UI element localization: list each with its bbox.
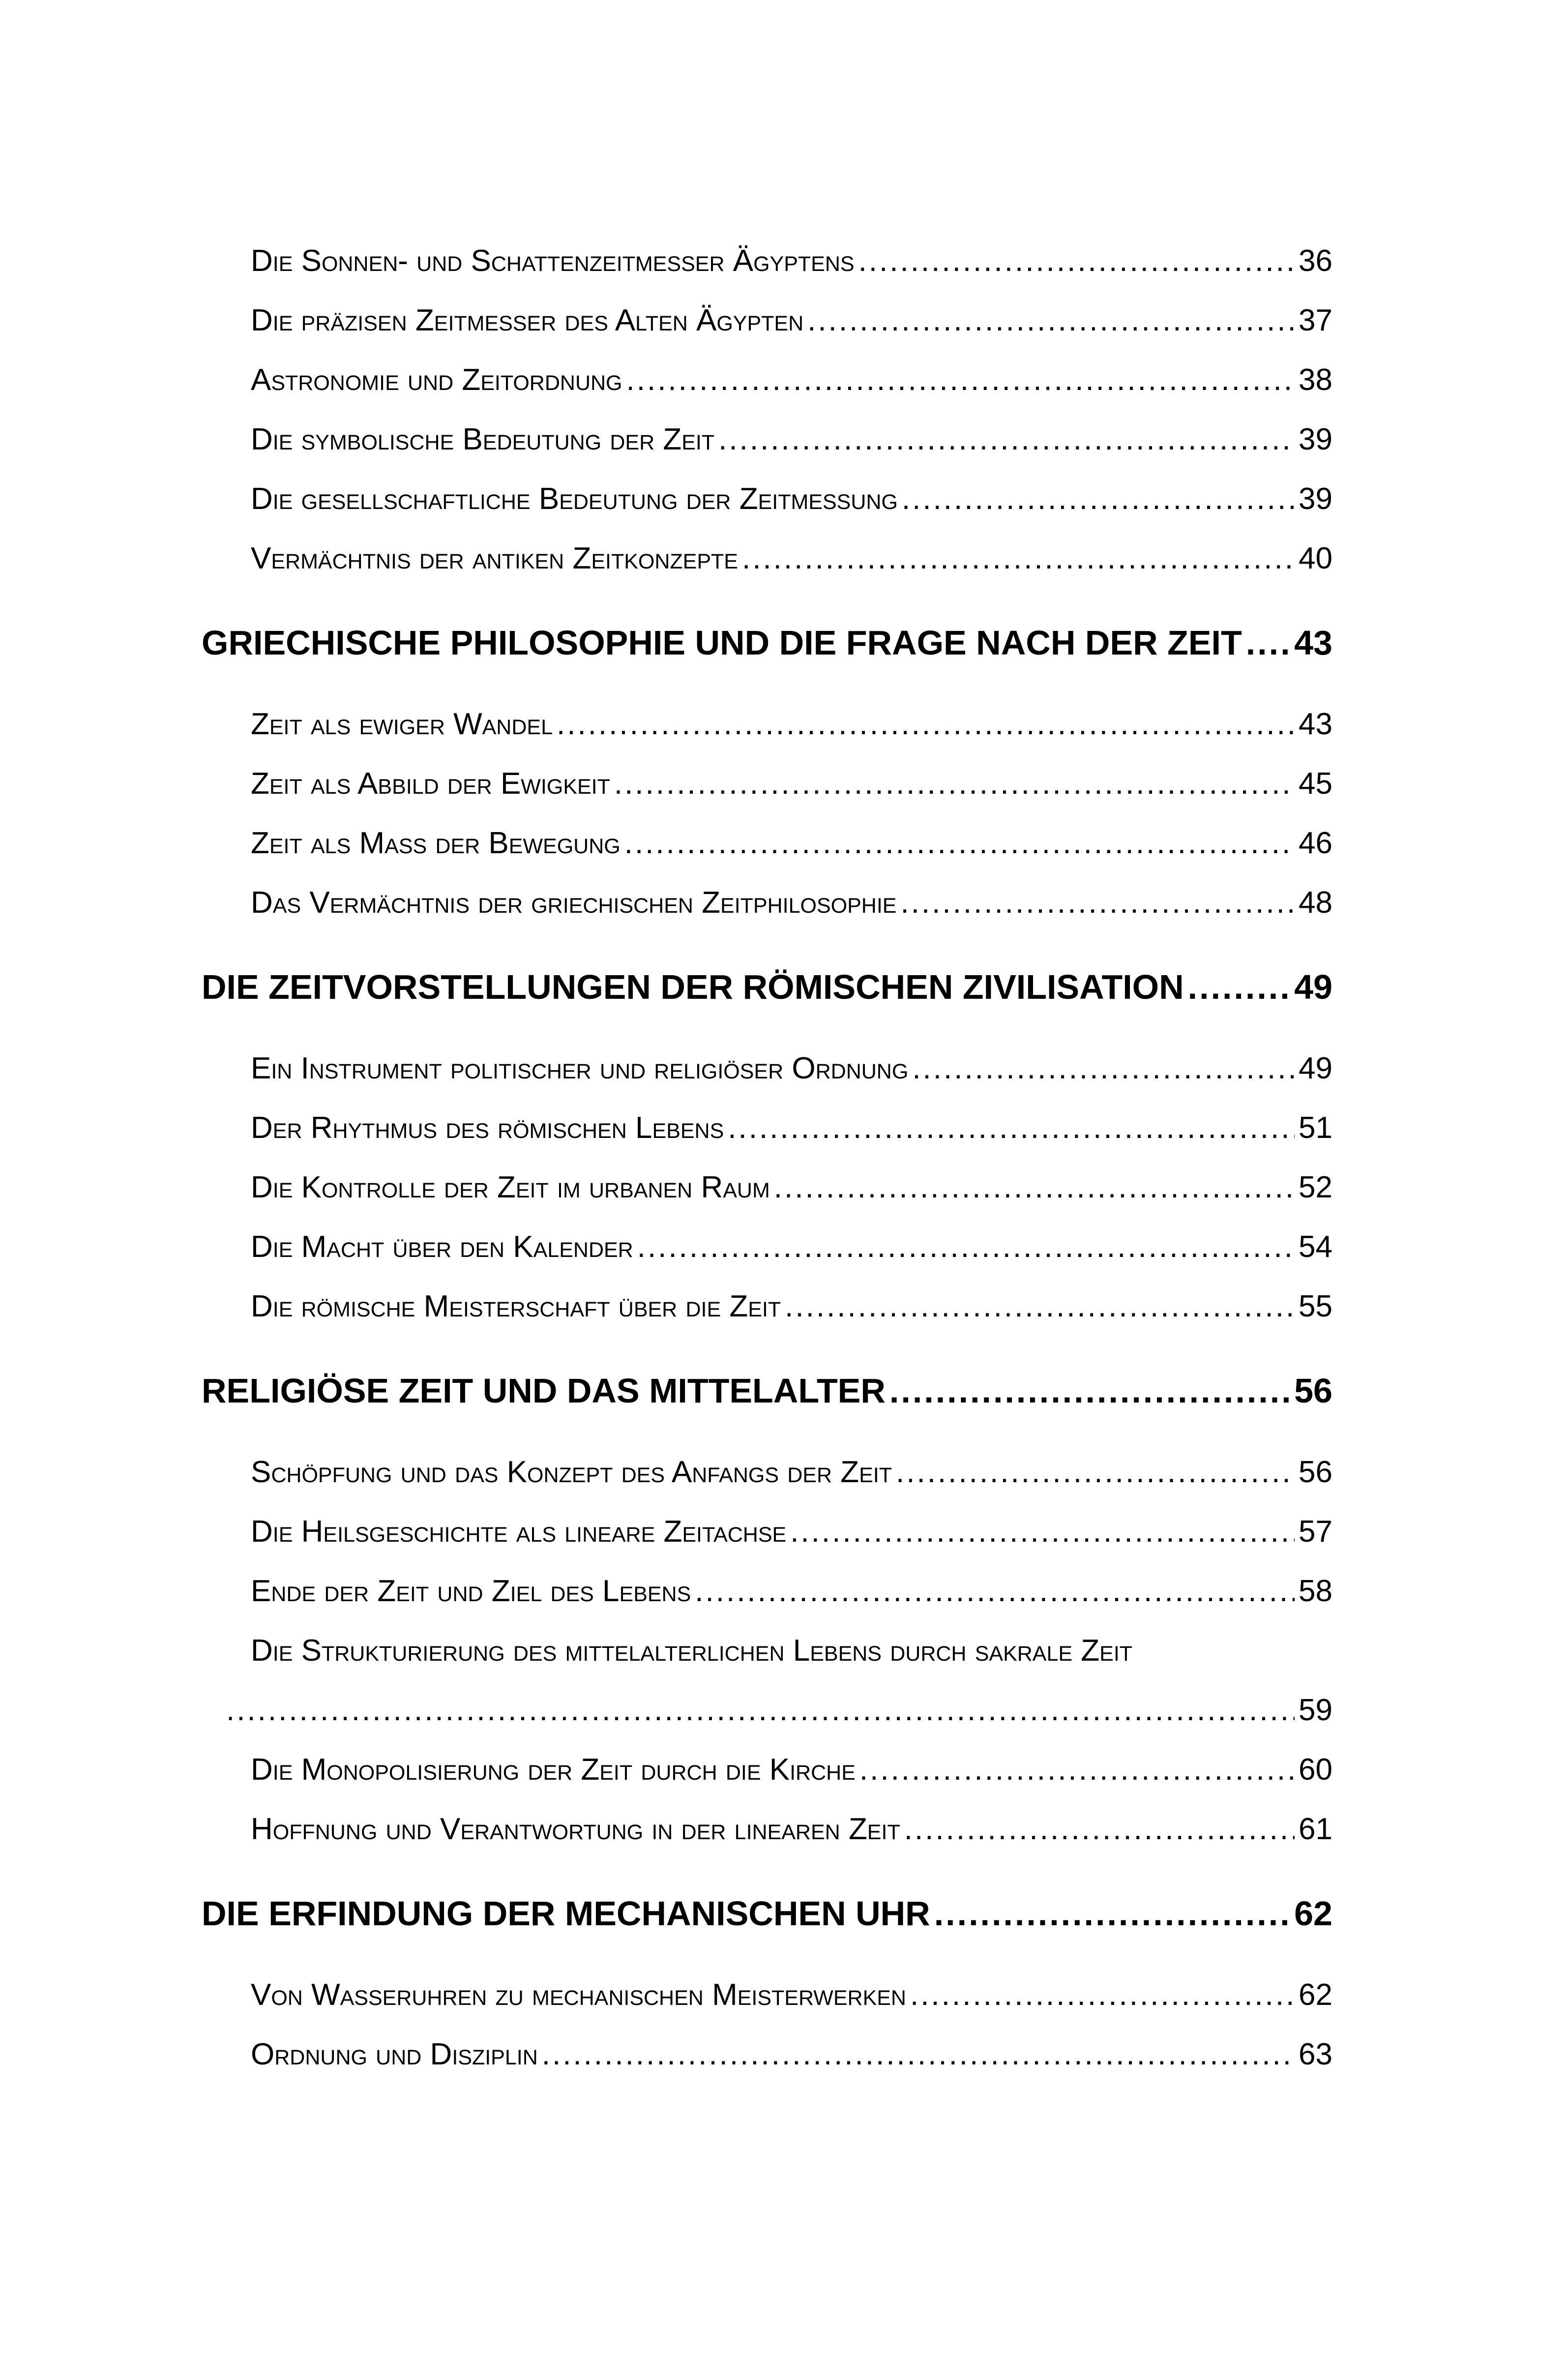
toc-section-entry[interactable] xyxy=(251,410,1332,469)
toc-entry-page: 39 xyxy=(1299,422,1332,456)
toc-section-entry[interactable] xyxy=(251,291,1332,350)
dot-leader xyxy=(542,2025,1295,2084)
toc-entry-title: Die gesellschaftliche Bedeutung der Zeitmessung xyxy=(251,482,898,516)
toc-section-entry[interactable] xyxy=(251,1621,1332,1740)
dot-leader xyxy=(695,1561,1295,1621)
dot-leader xyxy=(614,754,1295,813)
toc-entry-title: RELIGIÖSE ZEIT UND DAS MITTELALTER xyxy=(202,1372,886,1410)
toc-entry-title: Ende der Zeit und Ziel des Lebens xyxy=(251,1574,691,1608)
toc-section-entry[interactable] xyxy=(251,1098,1332,1158)
toc-entry-title: Die Kontrolle der Zeit im urbanen Raum xyxy=(251,1170,770,1204)
dot-leader xyxy=(718,410,1295,469)
toc-entry-page: 62 xyxy=(1299,1978,1332,2012)
toc-entry-title: Von Wasseruhren zu mechanischen Meisterwerken xyxy=(251,1978,906,2012)
toc-entry-page: 43 xyxy=(1299,707,1332,741)
toc-entry-title: Schöpfung und das Konzept des Anfangs der Zeit xyxy=(251,1455,892,1489)
dot-leader xyxy=(889,1349,1290,1433)
dot-leader xyxy=(557,694,1295,754)
dot-leader xyxy=(626,350,1295,410)
toc-entry-title: Ein Instrument politischer und religiöser Ordnung xyxy=(251,1051,909,1085)
toc-entry-title: Vermächtnis der antiken Zeitkonzepte xyxy=(251,541,738,575)
toc-section-entry[interactable] xyxy=(251,1039,1332,1098)
toc-entry-title: Die symbolische Bedeutung der Zeit xyxy=(251,422,715,456)
toc-entry-page: 37 xyxy=(1299,303,1332,337)
dot-leader xyxy=(728,1098,1295,1158)
toc-entry-page: 49 xyxy=(1299,1051,1332,1085)
toc-entry-title: Die Heilsgeschichte als lineare Zeitachse xyxy=(251,1515,787,1549)
toc-entry-page: 40 xyxy=(1299,541,1332,575)
dot-leader xyxy=(900,873,1295,932)
dot-leader xyxy=(637,1217,1295,1277)
toc-section-entry[interactable] xyxy=(251,1799,1332,1859)
dot-leader xyxy=(226,1680,1295,1740)
toc-entry-title: Der Rhythmus des römischen Lebens xyxy=(251,1111,724,1145)
toc-entry-page: 43 xyxy=(1294,624,1332,662)
dot-leader xyxy=(807,291,1295,350)
dot-leader xyxy=(896,1442,1295,1502)
toc-section-entry[interactable] xyxy=(251,1442,1332,1502)
toc-entry-title: Astronomie und Zeitordnung xyxy=(251,363,622,397)
toc-entry-page: 56 xyxy=(1294,1372,1332,1410)
toc-section-entry[interactable] xyxy=(251,1502,1332,1561)
toc-entry-page: 55 xyxy=(1299,1289,1332,1323)
toc-section-entry[interactable] xyxy=(251,1965,1332,2025)
toc-entry-title: Ordnung und Disziplin xyxy=(251,2037,538,2071)
toc-section-entry[interactable] xyxy=(251,529,1332,588)
toc-chapter-entry[interactable] xyxy=(202,1349,1332,1433)
toc-entry-page: 62 xyxy=(1294,1894,1332,1933)
dot-leader xyxy=(785,1277,1295,1336)
toc-entry-page: 63 xyxy=(1299,2037,1332,2071)
toc-entry-page: 45 xyxy=(1299,767,1332,801)
toc-entry-page: 57 xyxy=(1299,1515,1332,1549)
toc-entry-page: 56 xyxy=(1299,1455,1332,1489)
toc-section-entry[interactable] xyxy=(251,1217,1332,1277)
toc-entry-title: Die präzisen Zeitmesser des Alten Ägypten xyxy=(251,303,804,337)
dot-leader xyxy=(934,1872,1290,1955)
toc-section-entry[interactable] xyxy=(251,694,1332,754)
toc-section-entry[interactable] xyxy=(251,1561,1332,1621)
toc-section-entry[interactable] xyxy=(251,231,1332,291)
toc-entry-title: Die römische Meisterschaft über die Zeit xyxy=(251,1289,781,1323)
dot-leader xyxy=(1188,945,1290,1029)
toc-entry-title: Hoffnung und Verantwortung in der linearen Zeit xyxy=(251,1812,900,1846)
toc-chapter-entry[interactable] xyxy=(202,601,1332,685)
table-of-contents xyxy=(202,231,1332,2084)
toc-entry-title: Zeit als ewiger Wandel xyxy=(251,707,553,741)
toc-entry-title: Die Sonnen- und Schattenzeitmesser Ägyptens xyxy=(251,244,855,278)
dot-leader xyxy=(912,1039,1295,1098)
toc-section-entry[interactable] xyxy=(251,1158,1332,1217)
toc-entry-page: 58 xyxy=(1299,1574,1332,1608)
dot-leader xyxy=(1246,601,1290,685)
toc-entry-title: DIE ERFINDUNG DER MECHANISCHEN UHR xyxy=(202,1894,930,1933)
toc-entry-title: GRIECHISCHE PHILOSOPHIE UND DIE FRAGE NACH DER ZEIT xyxy=(202,624,1242,662)
toc-entry-page: 48 xyxy=(1299,886,1332,920)
toc-entry-title: Die Monopolisierung der Zeit durch die Kirche xyxy=(251,1753,856,1787)
toc-entry-page: 59 xyxy=(1299,1693,1332,1727)
toc-entry-page: 60 xyxy=(1299,1753,1332,1787)
toc-section-entry[interactable] xyxy=(251,2025,1332,2084)
toc-section-entry[interactable] xyxy=(251,1740,1332,1799)
toc-entry-page: 39 xyxy=(1299,482,1332,516)
toc-entry-page: 54 xyxy=(1299,1230,1332,1264)
dot-leader xyxy=(742,529,1295,588)
dot-leader xyxy=(902,469,1295,529)
toc-entry-title: Zeit als Maß der Bewegung xyxy=(251,826,621,860)
toc-entry-title: Die Macht über den Kalender xyxy=(251,1230,633,1264)
dot-leader xyxy=(790,1502,1295,1561)
toc-section-entry[interactable] xyxy=(251,873,1332,932)
toc-chapter-entry[interactable] xyxy=(202,945,1332,1029)
toc-entry-page: 49 xyxy=(1294,968,1332,1006)
dot-leader xyxy=(904,1799,1295,1859)
dot-leader xyxy=(859,1740,1295,1799)
toc-section-entry[interactable] xyxy=(251,1277,1332,1336)
toc-section-entry[interactable] xyxy=(251,754,1332,813)
toc-entry-title: DIE ZEITVORSTELLUNGEN DER RÖMISCHEN ZIVILISATION xyxy=(202,968,1184,1006)
dot-leader xyxy=(858,231,1295,291)
toc-entry-title: Das Vermächtnis der griechischen Zeitphilosophie xyxy=(251,886,897,920)
dot-leader xyxy=(910,1965,1295,2025)
toc-entry-page: 36 xyxy=(1299,244,1332,278)
toc-entry-page: 61 xyxy=(1299,1812,1332,1846)
toc-section-entry[interactable] xyxy=(251,469,1332,529)
toc-chapter-entry[interactable] xyxy=(202,1872,1332,1955)
toc-entry-page: 52 xyxy=(1299,1170,1332,1204)
toc-section-entry[interactable] xyxy=(251,350,1332,410)
toc-section-entry[interactable] xyxy=(251,813,1332,873)
toc-entry-page: 38 xyxy=(1299,363,1332,397)
toc-entry-page: 51 xyxy=(1299,1111,1332,1145)
toc-entry-page: 46 xyxy=(1299,826,1332,860)
dot-leader xyxy=(624,813,1295,873)
dot-leader xyxy=(774,1158,1295,1217)
toc-entry-title: Die Strukturierung des mittelalterlichen Lebens durch sakrale Zeit xyxy=(251,1634,1133,1668)
toc-entry-title: Zeit als Abbild der Ewigkeit xyxy=(251,767,610,801)
